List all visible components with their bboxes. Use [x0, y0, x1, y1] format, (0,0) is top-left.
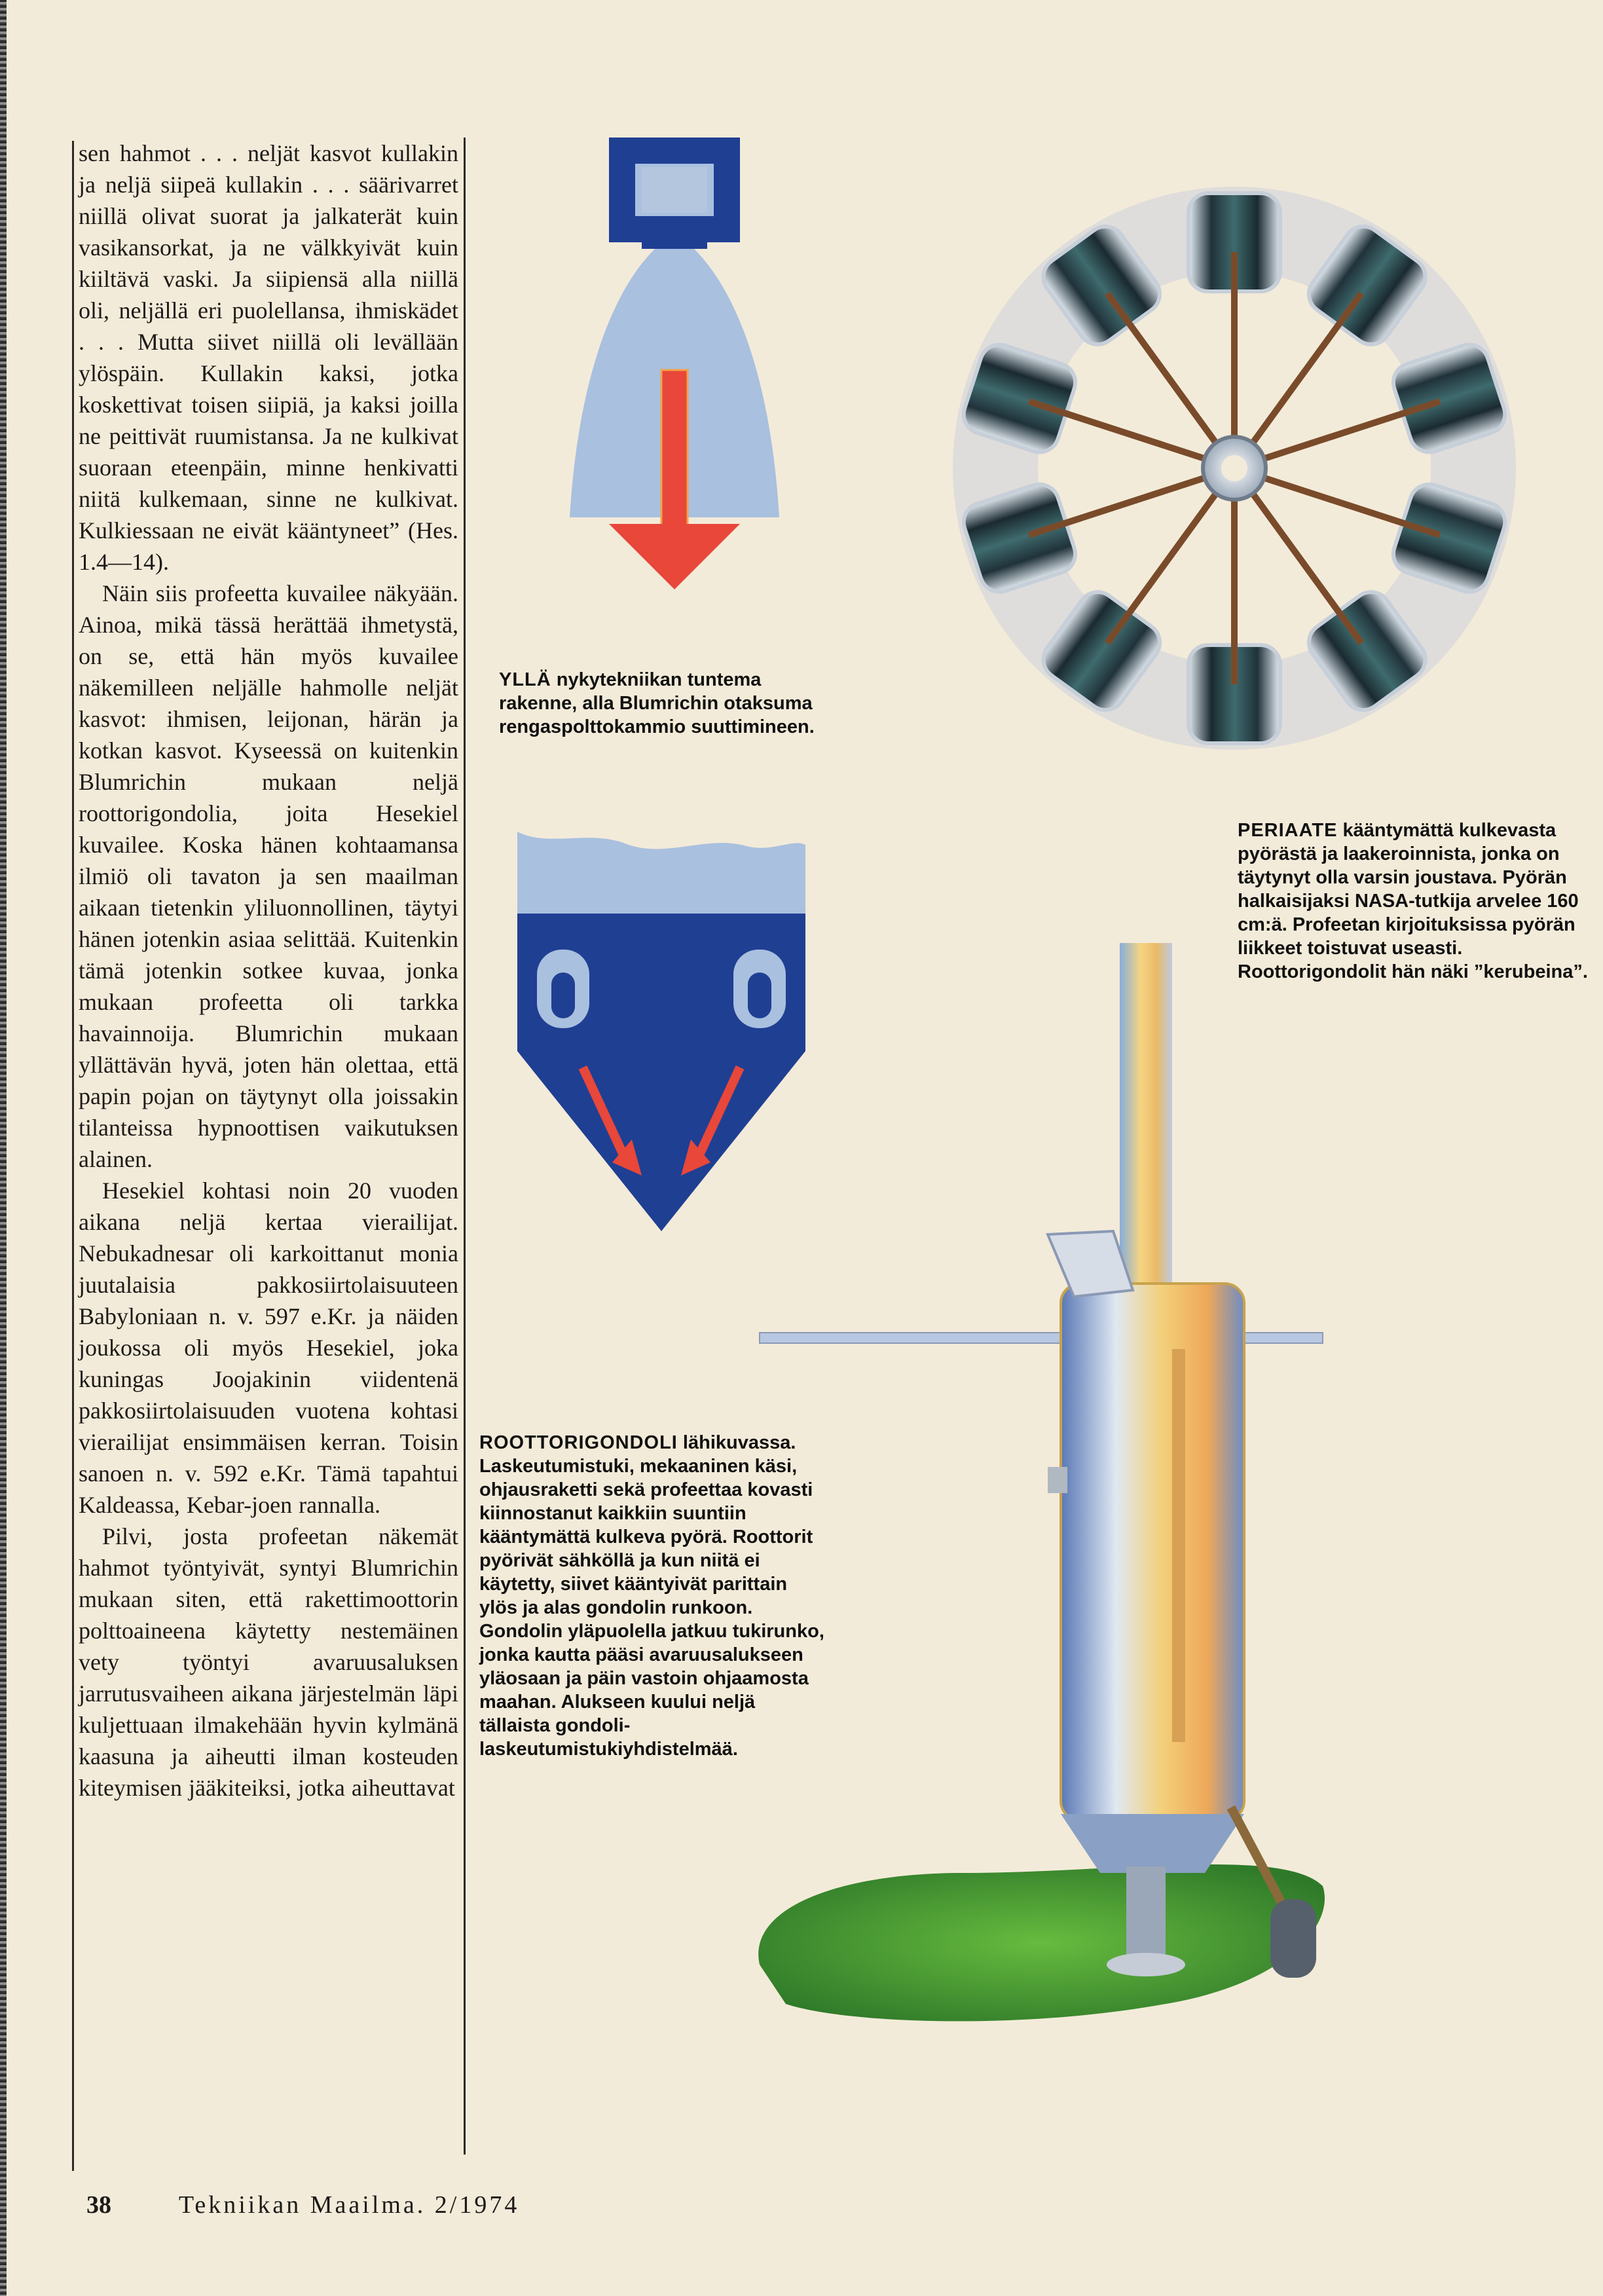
caption-body: nykytekniikan tuntema rakenne, alla Blumrichin otaksuma rengaspolttokammio suuttimineen.: [499, 669, 815, 737]
column-rule-left: [72, 141, 74, 2171]
nozzle-caption: [499, 668, 826, 739]
article-paragraph: Pilvi, josta profeetan näkemät hahmot työntyivät, syntyi Blumrichin mukaan siten, että rakettimoottorin polttoaineena käytetty nestemäinen vety työntyi avaruusaluksen jarrutusvaiheen aikana järjestelmän läpi kuljettuaan ilmakehään hyvin kylmänä kaasuna ja aiheutti ilman kosteuden kiteymisen jääkiteiksi, jotka aiheuttavat: [79, 1523, 458, 1801]
column-rule-right: [464, 138, 466, 2155]
article-paragraph: Näin siis profeetta kuvailee näkyään. Ainoa, mikä tässä herättää ihmetystä, on se, että hän myös kuvailee näkemilleen neljälle hahmolle neljät kasvot: ihmisen, leijonan, härän ja kotkan kasvot. Kyseessä on kuitenkin Blumrichin mukaan neljä roottorigondolia, joita Hesekiel kuvailee. Koska hänen kohtaamansa ilmiö oli tavaton ja sen maailman aikaan tietenkin yliluonnollinen, täytyi hänen jotenkin asiaa selittää. Kuitenkin tämä jotenkin sotkee kuvaa, jonka mukaan profeetta oli tarkka havainnoija. Blumrichin mukaan yllättävän hyvä, joten hän olettaa, että papin pojan on täytynyt olla joissakin tilanteissa hypnoottisen vaikutuksen alainen.: [79, 580, 458, 1172]
gondola-caption: [479, 1431, 826, 1761]
exhaust-cloud: [517, 832, 805, 917]
caption-lead: PERIAATE: [1238, 820, 1338, 841]
article-paragraph: Hesekiel kohtasi noin 20 vuoden aikana neljä kertaa vierailijat. Nebukadnesar oli karkoittanut monia juutalaisia pakkosiirtolaisuuteen Babyloniaan n. v. 597 e.Kr. ja näiden joukossa oli myös Hesekiel, joka kuningas Joojakinin viidentenä pakkosiirtolaisuuden vuotena kohtasi vierailijat ensimmäisen kerran. Toisin sanoen n. v. 592 e.Kr. Tämä tapahtui Kaldeassa, Kebar-joen rannalla.: [79, 1177, 458, 1518]
page-number: 38: [86, 2191, 111, 2219]
gondola-body: [1061, 1284, 1244, 1821]
page-binding-edge: [0, 0, 7, 2296]
thrust-arrow-head: [609, 524, 740, 589]
thrust-arrow-shaft: [661, 370, 688, 534]
article-text-column: [79, 138, 458, 1804]
caption-body: lähikuvassa. Laskeutumistuki, mekaaninen käsi, ohjausraketti sekä profeettaa kovasti kiinnostanut kaikkiin suuntiin kääntymättä kulkeva pyörä. Roottorit pyörivät sähköllä ja kun niitä ei käytetty, siivet kääntyivät parittain ylös ja alas gondolin runkoon. Gondolin yläpuolella jatkuu tukirunko, jonka kautta pääsi avaruusalukseen yläosaan ja päin vastoin ohjaamosta maahan. Alukseen kuului neljä tällaista gondoli-laskeutumistukiyhdistelmää.: [479, 1432, 824, 1760]
omni-wheel-small: [1270, 1899, 1316, 1978]
caption-body: kääntymättä kulkevasta pyörästä ja laakeroinnista, jonka on täytynyt olla varsin joustava. Pyörän halkaisijaksi NASA-tutkija arvelee 160 cm:ä. Profeetan kirjoituksissa pyörän liikkeet toistuvat useasti. Roottorigondolit hän näki ”kerubeina”.: [1238, 820, 1588, 982]
page-footer: [86, 2191, 519, 2219]
publication-info: Tekniikan Maailma. 2/1974: [178, 2191, 520, 2219]
conventional-nozzle-diagram: [563, 131, 799, 629]
caption-lead: YLLÄ: [499, 669, 551, 690]
grass-ground: [758, 1864, 1325, 2021]
landing-leg: [1126, 1866, 1166, 1965]
omnidirectional-wheel-illustration: [907, 141, 1483, 796]
article-paragraph: sen hahmot . . . neljät kasvot kullakin ja neljä siipeä kullakin . . . säärivarret niillä olivat suorat ja jalkaterät kuin vasikansorkat, ja ne välkkyivät kuin kiiltävä vaski. Ja siipiensä alla niillä oli, neljällä eri puolellansa, ihmiskädet . . . Mutta siivet niillä oli levällään ylöspäin. Kullakin kaksi, jotka koskettivat toisen siipiä, ja kaksi joilla ne peittivät ruumistansa. Ja ne kulkivat suoraan eteenpäin, minne henkivatti niitä kulkemaan, sinne ne kulkivat. Kulkiessaan ne eivät kääntyneet” (Hes. 1.4—14).: [79, 140, 458, 575]
caption-lead: ROOTTORIGONDOLI: [479, 1432, 678, 1453]
wheel-caption: [1238, 819, 1594, 984]
rotor-gondola-illustration: [746, 943, 1336, 2056]
